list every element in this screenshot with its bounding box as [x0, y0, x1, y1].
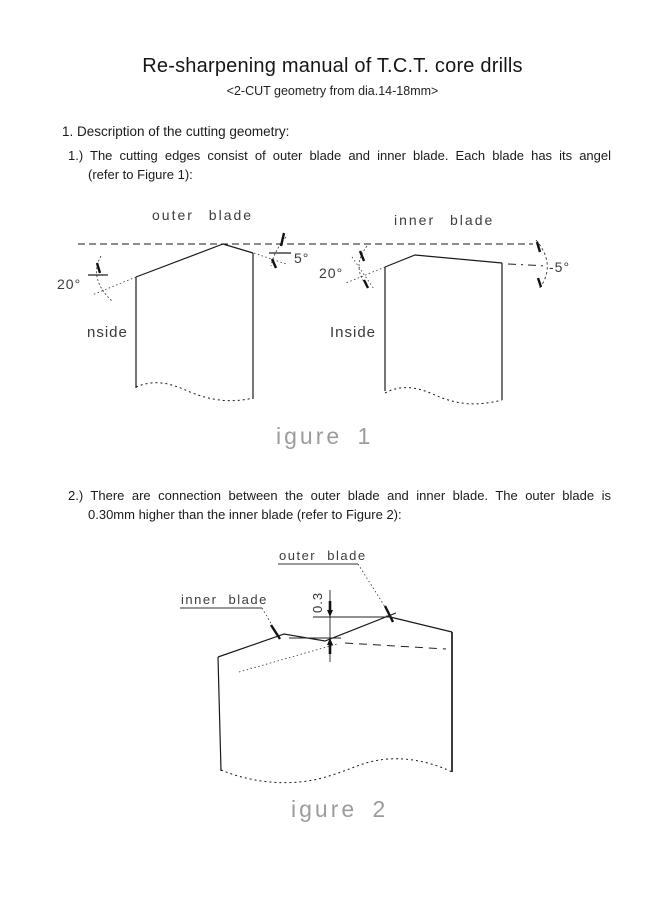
- fig1-angle-neg5-label: -5°: [549, 259, 571, 275]
- figure-2-drawing: [0, 540, 665, 840]
- fig1-angle-20-right-annotation: [319, 246, 385, 289]
- fig1-outer-blade-outline: [136, 244, 253, 399]
- figure-1-caption: igure 1: [276, 423, 374, 449]
- figure-2-caption: igure 2: [291, 796, 389, 822]
- fig2-inner-blade-label: inner blade: [181, 592, 268, 607]
- fig1-angle-neg5-annotation: [508, 240, 570, 289]
- fig2-center-dashed-line: [345, 643, 446, 649]
- fig2-outer-blade-callout: [278, 548, 393, 622]
- fig1-inside-left-label: nside: [87, 324, 128, 341]
- item1-line1: 1.) The cutting edges consist of outer blade and inner blade. Each blade has its angel: [68, 148, 611, 163]
- fig1-outer-blade-break-line: [136, 383, 253, 401]
- fig1-inside-right-label: Inside: [330, 324, 377, 341]
- fig2-height-dim-label: 0.3: [310, 591, 325, 613]
- fig2-blade-break-line: [221, 759, 452, 783]
- fig2-dimension-0-3: [289, 590, 392, 662]
- fig1-inner-blade-label: inner blade: [394, 212, 495, 228]
- fig1-angle-5-annotation: [254, 233, 309, 268]
- fig1-inner-blade-break-line: [385, 388, 502, 404]
- figure-1-drawing: [0, 195, 665, 465]
- fig1-angle-5-label: 5°: [294, 250, 310, 266]
- item2-line1: 2.) There are connection between the outer blade and inner blade. The outer blade is: [68, 488, 611, 503]
- fig1-angle-20-right-label: 20°: [319, 265, 344, 281]
- fig1-inner-blade-outline: [385, 255, 502, 400]
- fig2-inner-blade-callout: [180, 592, 280, 639]
- fig1-angle-20-left-annotation: [57, 256, 136, 302]
- page-subtitle: <2-CUT geometry from dia.14-18mm>: [226, 84, 439, 98]
- page-title: Re-sharpening manual of T.C.T. core drills: [142, 55, 523, 77]
- fig1-outer-blade-label: outer blade: [152, 207, 254, 223]
- fig2-outer-blade-label: outer blade: [279, 548, 367, 563]
- fig2-center-dotted-line: [239, 644, 337, 672]
- section-heading: 1. Description of the cutting geometry:: [62, 124, 290, 139]
- fig2-blade-outline: [218, 613, 452, 772]
- item1-line2: (refer to Figure 1):: [88, 167, 193, 182]
- item2-line2: 0.30mm higher than the inner blade (refer to Figure 2):: [88, 507, 402, 522]
- fig1-angle-20-left-label: 20°: [57, 276, 82, 292]
